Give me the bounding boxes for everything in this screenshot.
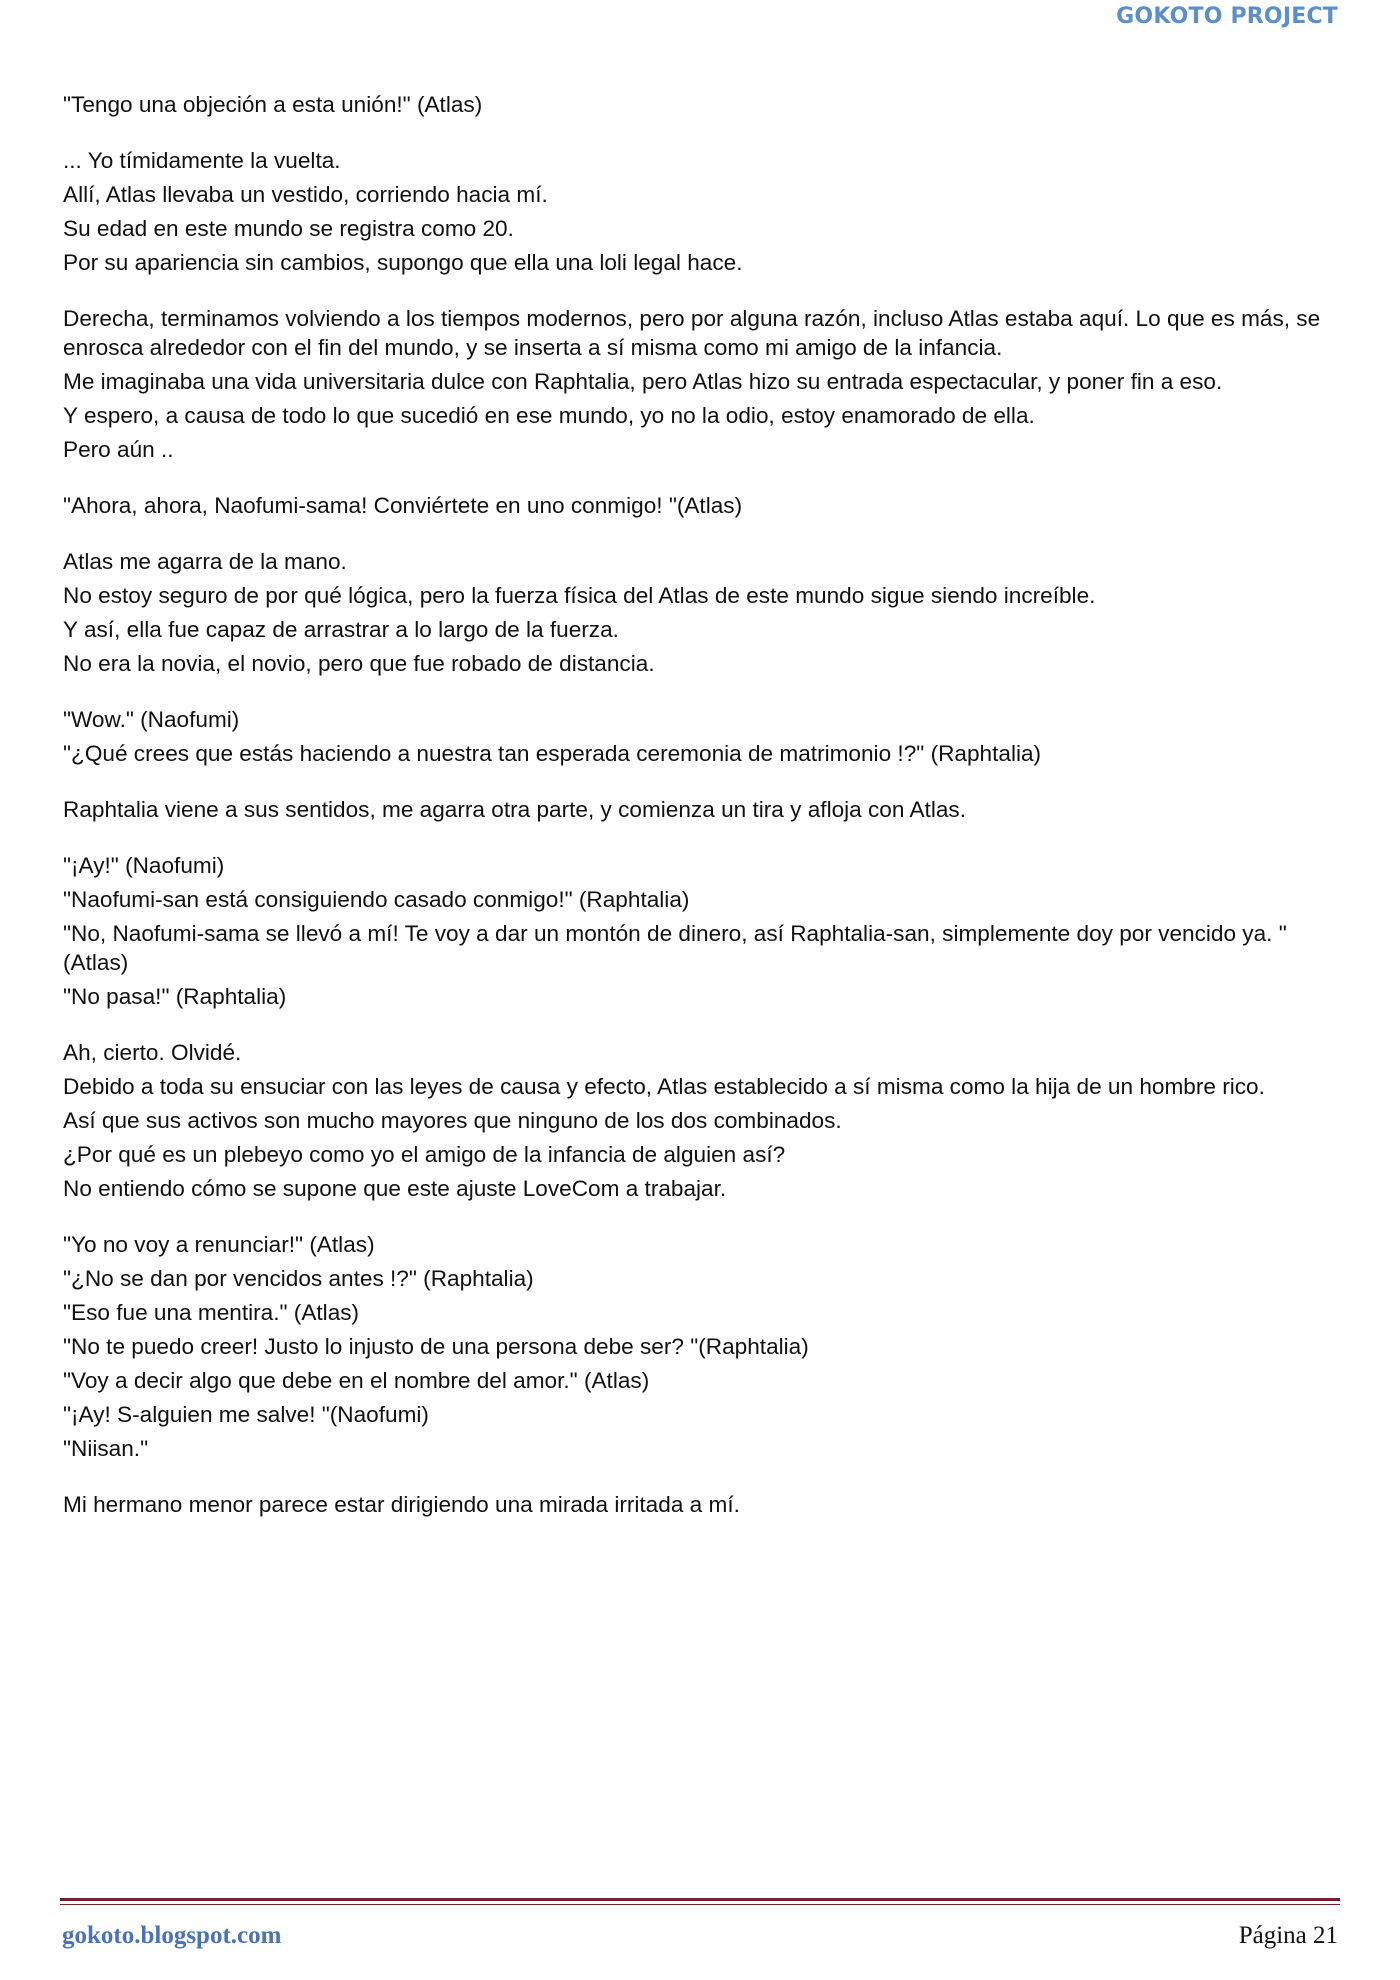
text-line: No entiendo cómo se supone que este ajuste LoveCom a trabajar. bbox=[63, 1176, 727, 1201]
text-line: "Niisan." bbox=[63, 1436, 149, 1461]
text-line: Me imaginaba una vida universitaria dulce con Raphtalia, pero Atlas hizo su entrada espectacular, y poner fin a eso. bbox=[63, 369, 1223, 394]
text-line: "Naofumi-san está consiguiendo casado conmigo!" (Raphtalia) bbox=[63, 887, 690, 912]
text-line: Su edad en este mundo se registra como 20. bbox=[63, 216, 514, 241]
footer-site-link[interactable]: gokoto.blogspot.com bbox=[62, 1922, 282, 1949]
text-line: Y así, ella fue capaz de arrastrar a lo largo de la fuerza. bbox=[63, 617, 619, 642]
text-line: Allí, Atlas llevaba un vestido, corriendo hacia mí. bbox=[63, 182, 548, 207]
text-line: ¿Por qué es un plebeyo como yo el amigo de la infancia de alguien así? bbox=[63, 1142, 786, 1167]
text-line: "Eso fue una mentira." (Atlas) bbox=[63, 1300, 360, 1325]
page-header-title: GOKOTO PROJECT bbox=[1116, 4, 1338, 29]
text-line: Raphtalia viene a sus sentidos, me agarra otra parte, y comienza un tira y afloja con Atlas. bbox=[63, 797, 966, 822]
text-line: "No, Naofumi-sama se llevó a mí! Te voy a dar un montón de dinero, así Raphtalia-san, simplemente doy por vencido ya. "(Atlas) bbox=[63, 921, 1287, 975]
text-line: "Wow." (Naofumi) bbox=[63, 707, 240, 732]
text-line: Ah, cierto. Olvidé. bbox=[63, 1040, 242, 1065]
text-line: "Yo no voy a renunciar!" (Atlas) bbox=[63, 1232, 375, 1257]
text-line: Y espero, a causa de todo lo que sucedió en ese mundo, yo no la odio, estoy enamorado de ella. bbox=[63, 403, 1035, 428]
page-number: Página 21 bbox=[1238, 1922, 1338, 1949]
text-line: ... Yo tímidamente la vuelta. bbox=[63, 148, 341, 173]
text-line: "¿No se dan por vencidos antes !?" (Raphtalia) bbox=[63, 1266, 534, 1291]
text-line: Por su apariencia sin cambios, supongo que ella una loli legal hace. bbox=[63, 250, 743, 275]
text-line: Atlas me agarra de la mano. bbox=[63, 549, 347, 574]
footer-divider-thin bbox=[60, 1904, 1340, 1905]
text-line: No era la novia, el novio, pero que fue robado de distancia. bbox=[63, 651, 655, 676]
text-line: "¿Qué crees que estás haciendo a nuestra tan esperada ceremonia de matrimonio !?" (Raphtalia) bbox=[63, 741, 1042, 766]
text-line: Mi hermano menor parece estar dirigiendo una mirada irritada a mí. bbox=[63, 1492, 740, 1517]
text-line: Así que sus activos son mucho mayores que ninguno de los dos combinados. bbox=[63, 1108, 842, 1133]
text-line: "No te puedo creer! Justo lo injusto de una persona debe ser? "(Raphtalia) bbox=[63, 1334, 809, 1359]
text-line: "Tengo una objeción a esta unión!" (Atlas) bbox=[63, 92, 483, 117]
text-line: "¡Ay! S-alguien me salve! "(Naofumi) bbox=[63, 1402, 429, 1427]
text-line: Pero aún .. bbox=[63, 437, 174, 462]
text-line: "Ahora, ahora, Naofumi-sama! Conviértete en uno conmigo! "(Atlas) bbox=[63, 493, 743, 518]
document-body bbox=[63, 90, 1343, 1519]
text-line: "¡Ay!" (Naofumi) bbox=[63, 853, 225, 878]
text-line: No estoy seguro de por qué lógica, pero la fuerza física del Atlas de este mundo sigue siendo increíble. bbox=[63, 583, 1096, 608]
text-line: "No pasa!" (Raphtalia) bbox=[63, 984, 287, 1009]
text-line: Derecha, terminamos volviendo a los tiempos modernos, pero por alguna razón, incluso Atlas estaba aquí. Lo que es más, se enrosca alrededor con el fin del mundo, y se inserta a sí misma como mi amigo de la infancia. bbox=[63, 306, 1321, 360]
footer-divider bbox=[60, 1898, 1340, 1901]
text-line: "Voy a decir algo que debe en el nombre del amor." (Atlas) bbox=[63, 1368, 650, 1393]
text-line: Debido a toda su ensuciar con las leyes de causa y efecto, Atlas establecido a sí misma como la hija de un hombre rico. bbox=[63, 1074, 1265, 1099]
